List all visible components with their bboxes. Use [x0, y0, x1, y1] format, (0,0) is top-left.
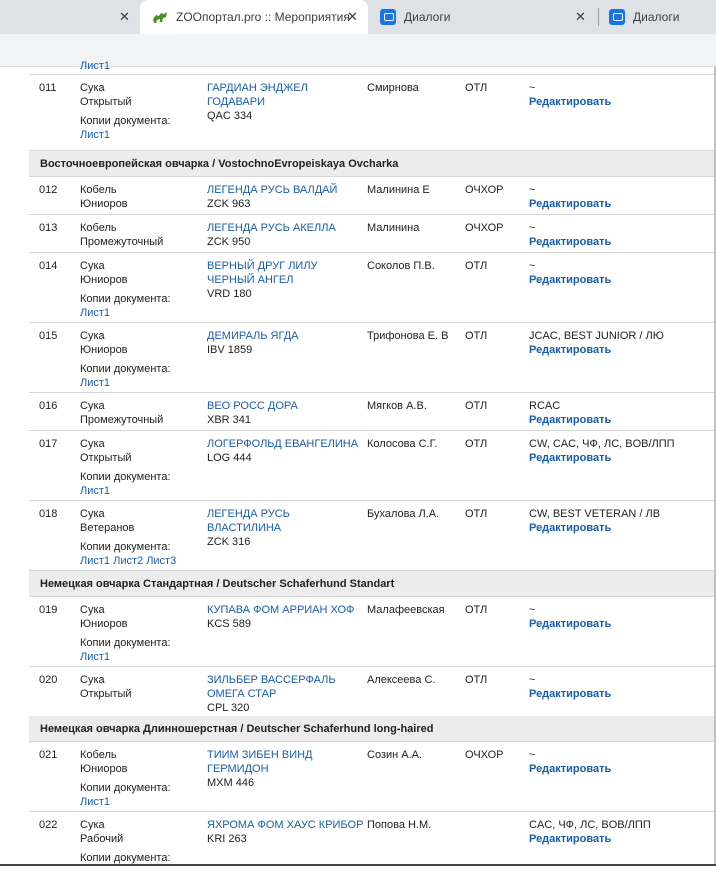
- browser-tab-strip: [0, 0, 716, 34]
- sex: Сука: [80, 819, 105, 831]
- breed-heading: Восточноевропейская овчарка / VostochnoEvropeiskaya Ovcharka: [29, 151, 716, 177]
- tab-separator: [598, 8, 599, 26]
- table-row: [29, 812, 716, 882]
- owner: Смирнова: [367, 82, 419, 94]
- dog-cell: [207, 259, 367, 301]
- owner: Мягков А.В.: [367, 400, 427, 412]
- titles: JCAC, BEST JUNIOR / ЛЮ: [529, 330, 664, 342]
- sex: Сука: [80, 400, 105, 412]
- table-row: [29, 501, 716, 571]
- sex-class-cell: [80, 818, 200, 865]
- dog-cell: [207, 748, 367, 790]
- dog-code: KRI 263: [207, 833, 247, 845]
- titles-cell: [529, 399, 716, 427]
- class: Открытый: [80, 688, 132, 700]
- sex: Сука: [80, 330, 105, 342]
- mark: ОЧХОР: [465, 184, 504, 196]
- dog-name-link[interactable]: ГАРДИАН ЭНДЖЕЛ ГОДАВАРИ: [207, 82, 308, 108]
- chat-icon: [609, 9, 625, 25]
- titles-cell: [529, 183, 716, 211]
- dog-code: VRD 180: [207, 288, 252, 300]
- owner: Созин А.А.: [367, 749, 423, 761]
- breed-heading: Немецкая овчарка Длинношерстная / Deutscher Schaferhund long-haired: [29, 716, 716, 742]
- titles: RCAC: [529, 400, 561, 412]
- table-row: [29, 393, 716, 431]
- tab-close-icon[interactable]: ✕: [119, 9, 130, 24]
- edit-link[interactable]: Редактировать: [529, 763, 612, 775]
- edit-link[interactable]: Редактировать: [529, 198, 612, 210]
- edit-link[interactable]: Редактировать: [529, 618, 612, 630]
- owner: Малафеевская: [367, 604, 445, 616]
- owner: Малинина Е: [367, 184, 430, 196]
- table-row: [29, 597, 716, 667]
- entry-number: 020: [39, 674, 58, 686]
- sex-class-cell: [80, 221, 200, 249]
- window-bottom-edge: [0, 864, 716, 866]
- sex: Сука: [80, 604, 105, 616]
- class: Промежуточный: [80, 236, 164, 248]
- sex-class-cell: [80, 183, 200, 211]
- titles-cell: [529, 818, 716, 846]
- table-row: [29, 253, 716, 323]
- titles-cell: [529, 259, 716, 287]
- edit-link[interactable]: Редактировать: [529, 833, 612, 845]
- dog-name-link[interactable]: ЗИЛЬБЕР ВАССЕРФАЛЬ ОМЕГА СТАР: [207, 674, 336, 700]
- edit-link[interactable]: Редактировать: [529, 96, 612, 108]
- dog-cell: [207, 818, 367, 846]
- dog-cell: [207, 673, 367, 715]
- entry-number: 016: [39, 400, 58, 412]
- dog-name-link[interactable]: ТИИМ ЗИБЕН ВИНД ГЕРМИДОН: [207, 749, 313, 775]
- sex: Кобель: [80, 222, 117, 234]
- dog-cell: [207, 399, 367, 427]
- sex-class-cell: [80, 437, 200, 498]
- tab-title: Диалоги: [404, 10, 451, 24]
- edit-link[interactable]: Редактировать: [529, 688, 612, 700]
- titles: CAC, ЧФ, ЛС, BOB/ЛПП: [529, 819, 651, 831]
- copies-label: Копии документа:: [80, 115, 171, 127]
- results-table: [29, 60, 716, 866]
- table-row: [29, 75, 716, 151]
- dog-name-link[interactable]: КУПАВА ФОМ АРРИАН ХОФ: [207, 604, 355, 616]
- owner: Трифонова Е. В: [367, 330, 449, 342]
- mark: ОТЛ: [465, 400, 488, 412]
- dog-code: ZCK 963: [207, 198, 251, 210]
- class: Промежуточный: [80, 414, 164, 426]
- copies-link[interactable]: Лист2: [113, 555, 144, 567]
- dog-cell: [207, 329, 367, 357]
- sex: Сука: [80, 438, 105, 450]
- class: Открытый: [80, 96, 132, 108]
- mark: ОЧХОР: [465, 749, 504, 761]
- tab-zooportal[interactable]: [140, 0, 368, 34]
- titles: ~: [529, 82, 536, 94]
- tab-close-icon[interactable]: ✕: [347, 9, 358, 24]
- class: Юниоров: [80, 198, 128, 210]
- sex-class-cell: [80, 329, 200, 390]
- dog-code: CPL 320: [207, 702, 250, 714]
- class: Юниоров: [80, 344, 128, 356]
- entry-number: 017: [39, 438, 58, 450]
- sex-class-cell: [80, 399, 200, 427]
- tab-blank[interactable]: [0, 0, 140, 34]
- titles-cell: [529, 507, 716, 535]
- owner: Колосова С.Г.: [367, 438, 438, 450]
- edit-link[interactable]: Редактировать: [529, 274, 612, 286]
- entry-number: 013: [39, 222, 58, 234]
- class: Открытый: [80, 452, 132, 464]
- dog-code: XBR 341: [207, 414, 252, 426]
- copies-link[interactable]: Лист1: [80, 377, 111, 389]
- entry-number: 011: [39, 82, 57, 94]
- entry-number: 018: [39, 508, 58, 520]
- copies-label: Копии документа:: [80, 637, 171, 649]
- titles-cell: [529, 603, 716, 631]
- mark: ОТЛ: [465, 674, 488, 686]
- class: Юниоров: [80, 763, 128, 775]
- dog-name-link[interactable]: ЛОГЕРФОЛЬД ЕВАНГЕЛИНА: [207, 438, 359, 450]
- dog-cell: [207, 221, 367, 249]
- table-row: [29, 667, 716, 718]
- titles-cell: [529, 437, 716, 465]
- tab-title: Диалоги: [633, 10, 680, 24]
- owner: Алексеева С.: [367, 674, 436, 686]
- titles-cell: [529, 81, 716, 109]
- owner: Бухалова Л.А.: [367, 508, 440, 520]
- copies-link[interactable]: Лист1: [80, 60, 111, 72]
- sex: Кобель: [80, 749, 117, 761]
- sex: Сука: [80, 508, 105, 520]
- owner: Малинина: [367, 222, 420, 234]
- titles: ~: [529, 260, 536, 272]
- entry-number: 019: [39, 604, 58, 616]
- titles-cell: [529, 221, 716, 249]
- dog-cell: [207, 507, 367, 549]
- edit-link[interactable]: Редактировать: [529, 344, 612, 356]
- tab-dialogs-1[interactable]: [368, 0, 596, 34]
- entry-number: 022: [39, 819, 58, 831]
- class: Ветеранов: [80, 522, 135, 534]
- dog-name-link[interactable]: ЯХРОМА ФОМ ХАУС КРИБОР: [207, 819, 364, 831]
- dog-cell: [207, 437, 367, 465]
- dog-name-link[interactable]: ЛЕГЕНДА РУСЬ ВАЛДАЙ: [207, 184, 338, 196]
- edit-link[interactable]: Редактировать: [529, 236, 612, 248]
- dog-name-link[interactable]: ЛЕГЕНДА РУСЬ ВЛАСТИЛИНА: [207, 508, 290, 534]
- owner: Соколов П.В.: [367, 260, 435, 272]
- titles: ~: [529, 222, 536, 234]
- mark: ОТЛ: [465, 438, 488, 450]
- copies-link[interactable]: Лист1: [80, 485, 111, 497]
- sex: Сука: [80, 82, 105, 94]
- dog-code: IBV 1859: [207, 344, 253, 356]
- table-row: [29, 177, 716, 215]
- sex: Сука: [80, 674, 105, 686]
- dog-code: QAC 334: [207, 110, 253, 122]
- copies-link[interactable]: Лист1: [80, 555, 111, 567]
- entry-number: 012: [39, 184, 58, 196]
- dog-cell: [207, 81, 367, 123]
- class: Юниоров: [80, 274, 128, 286]
- tab-close-icon[interactable]: ✕: [575, 9, 586, 24]
- dog-name-link[interactable]: ВЕРНЫЙ ДРУГ ЛИЛУ ЧЕРНЫЙ АНГЕЛ: [207, 260, 318, 286]
- zooportal-favicon: [152, 10, 168, 24]
- copies-link[interactable]: Лист3: [146, 555, 177, 567]
- sex-class-cell: [80, 748, 200, 809]
- titles-cell: [529, 673, 716, 701]
- dog-code: ZCK 950: [207, 236, 251, 248]
- dog-code: KCS 589: [207, 618, 252, 630]
- dog-code: ZCK 316: [207, 536, 251, 548]
- sex-class-cell: [80, 673, 200, 701]
- mark: ОЧХОР: [465, 222, 504, 234]
- edit-link[interactable]: Редактировать: [529, 414, 612, 426]
- mark: ОТЛ: [465, 508, 488, 520]
- edit-link[interactable]: Редактировать: [529, 452, 612, 464]
- class: Юниоров: [80, 618, 128, 630]
- edit-link[interactable]: Редактировать: [529, 522, 612, 534]
- entry-number: 015: [39, 330, 58, 342]
- dog-name-link[interactable]: ВЕО РОСС ДОРА: [207, 400, 298, 412]
- mark: ОТЛ: [465, 330, 488, 342]
- table-row: [29, 323, 716, 393]
- sex-class-cell: [80, 81, 200, 142]
- copies-link[interactable]: Лист1: [80, 129, 111, 141]
- titles: CW, CAC, ЧФ, ЛС, BOB/ЛПП: [529, 438, 675, 450]
- titles: CW, BEST VETERAN / ЛВ: [529, 508, 661, 520]
- dog-cell: [207, 603, 367, 631]
- sex: Кобель: [80, 184, 117, 196]
- sex-class-cell: [80, 507, 200, 568]
- copies-link[interactable]: Лист1: [80, 307, 111, 319]
- dog-code: MXM 446: [207, 777, 255, 789]
- dog-name-link[interactable]: ДЕМИРАЛЬ ЯГДА: [207, 330, 299, 342]
- owner: Попова Н.М.: [367, 819, 432, 831]
- entry-number: 014: [39, 260, 58, 272]
- dog-name-link[interactable]: ЛЕГЕНДА РУСЬ АКЕЛЛА: [207, 222, 336, 234]
- copies-link[interactable]: Лист1: [80, 796, 111, 808]
- dog-code: LOG 444: [207, 452, 252, 464]
- chat-icon: [380, 9, 396, 25]
- table-row: [29, 742, 716, 812]
- titles-cell: [529, 748, 716, 776]
- titles: ~: [529, 674, 536, 686]
- mark: ОТЛ: [465, 82, 488, 94]
- mark: ОТЛ: [465, 604, 488, 616]
- sex: Сука: [80, 260, 105, 272]
- copies-label: Копии документа:: [80, 293, 171, 305]
- copies-label: Копии документа:: [80, 471, 171, 483]
- table-row-fragment: [29, 59, 716, 75]
- class: Рабочий: [80, 833, 124, 845]
- table-row: [29, 431, 716, 501]
- sex-class-cell: [80, 603, 200, 664]
- entry-number: 021: [39, 749, 58, 761]
- breed-heading: Немецкая овчарка Стандартная / Deutscher Schaferhund Standart: [29, 571, 716, 597]
- tab-title: ZOOпортал.pro :: Мероприятия: [176, 10, 350, 24]
- copies-label: Копии документа:: [80, 852, 171, 864]
- tab-dialogs-2[interactable]: [600, 0, 716, 34]
- titles: ~: [529, 749, 536, 761]
- copies-label: Копии документа:: [80, 541, 171, 553]
- mark: ОТЛ: [465, 260, 488, 272]
- copies-link[interactable]: Лист1: [80, 651, 111, 663]
- dog-cell: [207, 183, 367, 211]
- titles-cell: [529, 329, 716, 357]
- copies-label: Копии документа:: [80, 363, 171, 375]
- titles: ~: [529, 604, 536, 616]
- table-row: [29, 215, 716, 253]
- copies-label: Копии документа:: [80, 782, 171, 794]
- sex-class-cell: [80, 259, 200, 320]
- titles: ~: [529, 184, 536, 196]
